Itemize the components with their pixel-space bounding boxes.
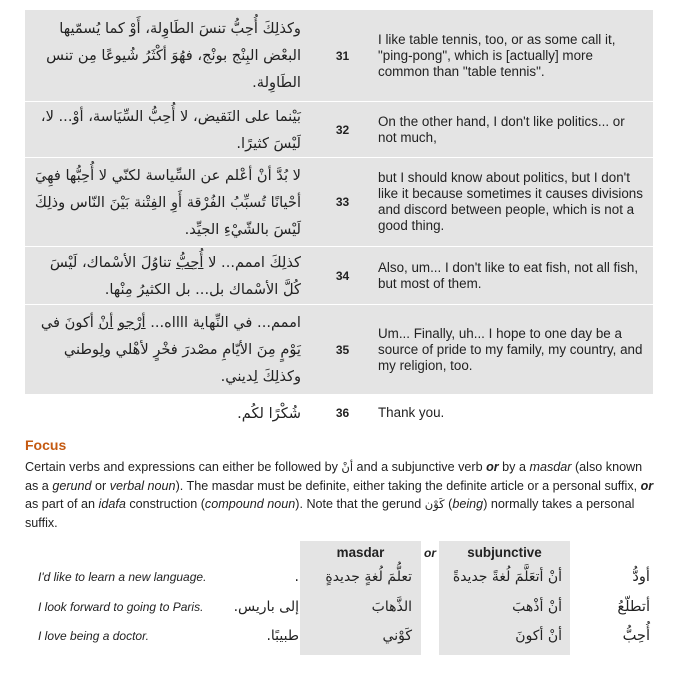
- english-line: Um... Finally, uh... I hope to one day be a source of pride to my family, my country, and my religion, too.: [378, 325, 643, 373]
- table-row: [25, 102, 653, 158]
- example-masdar: الذَّهابَ: [371, 599, 412, 615]
- example-english: I love being a doctor.: [38, 629, 149, 643]
- arabic-line: [25, 309, 315, 390]
- table-row: [25, 10, 653, 102]
- line-number: 36: [335, 406, 350, 420]
- english-line: On the other hand, I don't like politics... or not much,: [378, 113, 625, 145]
- example-english: I'd like to learn a new language.: [38, 570, 207, 584]
- example-subjunctive: أنْ أذْهبَ: [512, 599, 562, 615]
- term: verbal noun: [109, 478, 176, 493]
- arabic-text: تناوُلَ الأسْماك، لَيْسَ كُلَّ الأسْماك بل... بل الكثيرُ مِنْها.: [49, 253, 301, 298]
- focus-text: ) normally takes a personal suffix.: [25, 497, 635, 530]
- underlined-word: أرْجو: [117, 314, 146, 331]
- table-row: [25, 247, 653, 305]
- underlined-word: أنْ: [98, 314, 114, 331]
- english-line: Thank you.: [378, 405, 445, 420]
- focus-text: construction (: [125, 497, 205, 511]
- english-line: Also, um... I don't like to eat fish, not all fish, but most of them.: [378, 259, 639, 291]
- example-row: [0, 562, 680, 592]
- example-continuation: إلى باريس.: [233, 599, 299, 615]
- arabic-line: [25, 249, 315, 303]
- line-number: 31: [335, 48, 350, 63]
- example-masdar: تعلُّمَ لُغةٍ جديدةٍ: [325, 569, 412, 585]
- focus-paragraph: [25, 458, 657, 532]
- example-verb: أودُّ: [632, 568, 650, 585]
- arabic-line: وكذلِكَ أُحِبُّ تنسَ الطَاوِلة، أَوْ كما يُسمّيها البعْض البِنْج بونْج، فهُوَ أكْثَرُ شُيوعًا مِن تنس الطَاوِلة.: [46, 20, 301, 91]
- focus-text: ). The masdar must be definite, either taking the definite article or a personal suffix,: [175, 478, 641, 493]
- table-row: [25, 305, 653, 395]
- english-line: I like table tennis, too, or as some call it, "ping-pong", which is [actually] more common than "table tennis".: [378, 31, 616, 79]
- example-masdar: كَوْني: [382, 628, 412, 644]
- subjunctive-header: subjunctive: [439, 541, 570, 565]
- term: idafa: [98, 497, 126, 511]
- example-continuation: طبيبًا.: [266, 628, 299, 644]
- masdar-header: masdar: [300, 541, 421, 565]
- arabic-text: كذلِكَ اممم... لا: [203, 253, 301, 271]
- example-subjunctive: أنْ أتعَلَّمَ لُغةً جديدةً: [452, 569, 562, 585]
- arabic-text: اممم... في النِّهاية ااااه...: [145, 314, 301, 331]
- focus-text: as part of an: [25, 497, 99, 511]
- term: being: [452, 497, 484, 511]
- underlined-word: أُحِبُّ: [176, 253, 204, 271]
- term: gerund: [52, 478, 92, 493]
- focus-text: (also known as a: [25, 460, 643, 493]
- emphasis: or: [486, 460, 499, 474]
- arabic-line: لا بُدَّ أنْ أعْلم عن السِّياسة لكنّي لا أُحِبُّها فهِيَ أحْيانًا تُسبِّبُ الفُرْقة أَوِ الفِتْنة بَيْنَ النّاس وذلِكَ لَيْسَ بالشّيْءِ الجيِّد.: [34, 166, 301, 238]
- example-row: [0, 592, 680, 622]
- focus-text: (: [444, 497, 453, 511]
- term: compound noun: [204, 497, 296, 511]
- example-verb: أتطلّعُ: [617, 598, 650, 615]
- english-line: but I should know about politics, but I don't like it because sometimes it causes divisions and discord between people, which is not a good thing.: [378, 170, 643, 233]
- inline-arabic: أنْ: [341, 460, 354, 474]
- focus-heading: Focus: [25, 437, 67, 453]
- example-subjunctive: أنْ أكونَ: [515, 628, 562, 644]
- line-number: 34: [335, 268, 350, 283]
- focus-text: Certain verbs and expressions can either be followed by: [25, 460, 342, 474]
- line-number: 32: [335, 122, 350, 137]
- focus-text: ). Note that the gerund: [295, 497, 425, 511]
- arabic-line: شُكْرًا لكُم.: [237, 404, 301, 422]
- emphasis: or: [640, 478, 654, 493]
- line-number: 35: [335, 342, 350, 357]
- focus-text: or: [91, 478, 110, 493]
- example-english: I look forward to going to Paris.: [38, 600, 204, 614]
- table-row: [25, 158, 653, 247]
- term: masdar: [529, 460, 572, 474]
- focus-text: by a: [498, 460, 530, 474]
- example-continuation: .: [294, 569, 299, 585]
- or-header: or: [424, 546, 436, 560]
- focus-text: and a subjunctive verb: [353, 460, 487, 474]
- arabic-line: بَيْنما على النَقيض، لا أُحِبُّ السِّيَاسة، أوْ... لا، لَيْسَ كثيرًا.: [40, 107, 301, 152]
- example-row: [0, 621, 680, 651]
- example-verb: أُحِبُّ: [622, 627, 650, 644]
- inline-arabic: كَوْن: [424, 497, 445, 511]
- arabic-text: أكونَ في يَوْمٍ مِنَ الأيّامِ مصْدرَ فخْرٍ لأهْلي ولِوطني وكذلِكَ لِديني.: [40, 314, 301, 385]
- line-number: 33: [335, 195, 350, 209]
- table-row: [25, 395, 653, 432]
- transcript-table: [25, 10, 653, 432]
